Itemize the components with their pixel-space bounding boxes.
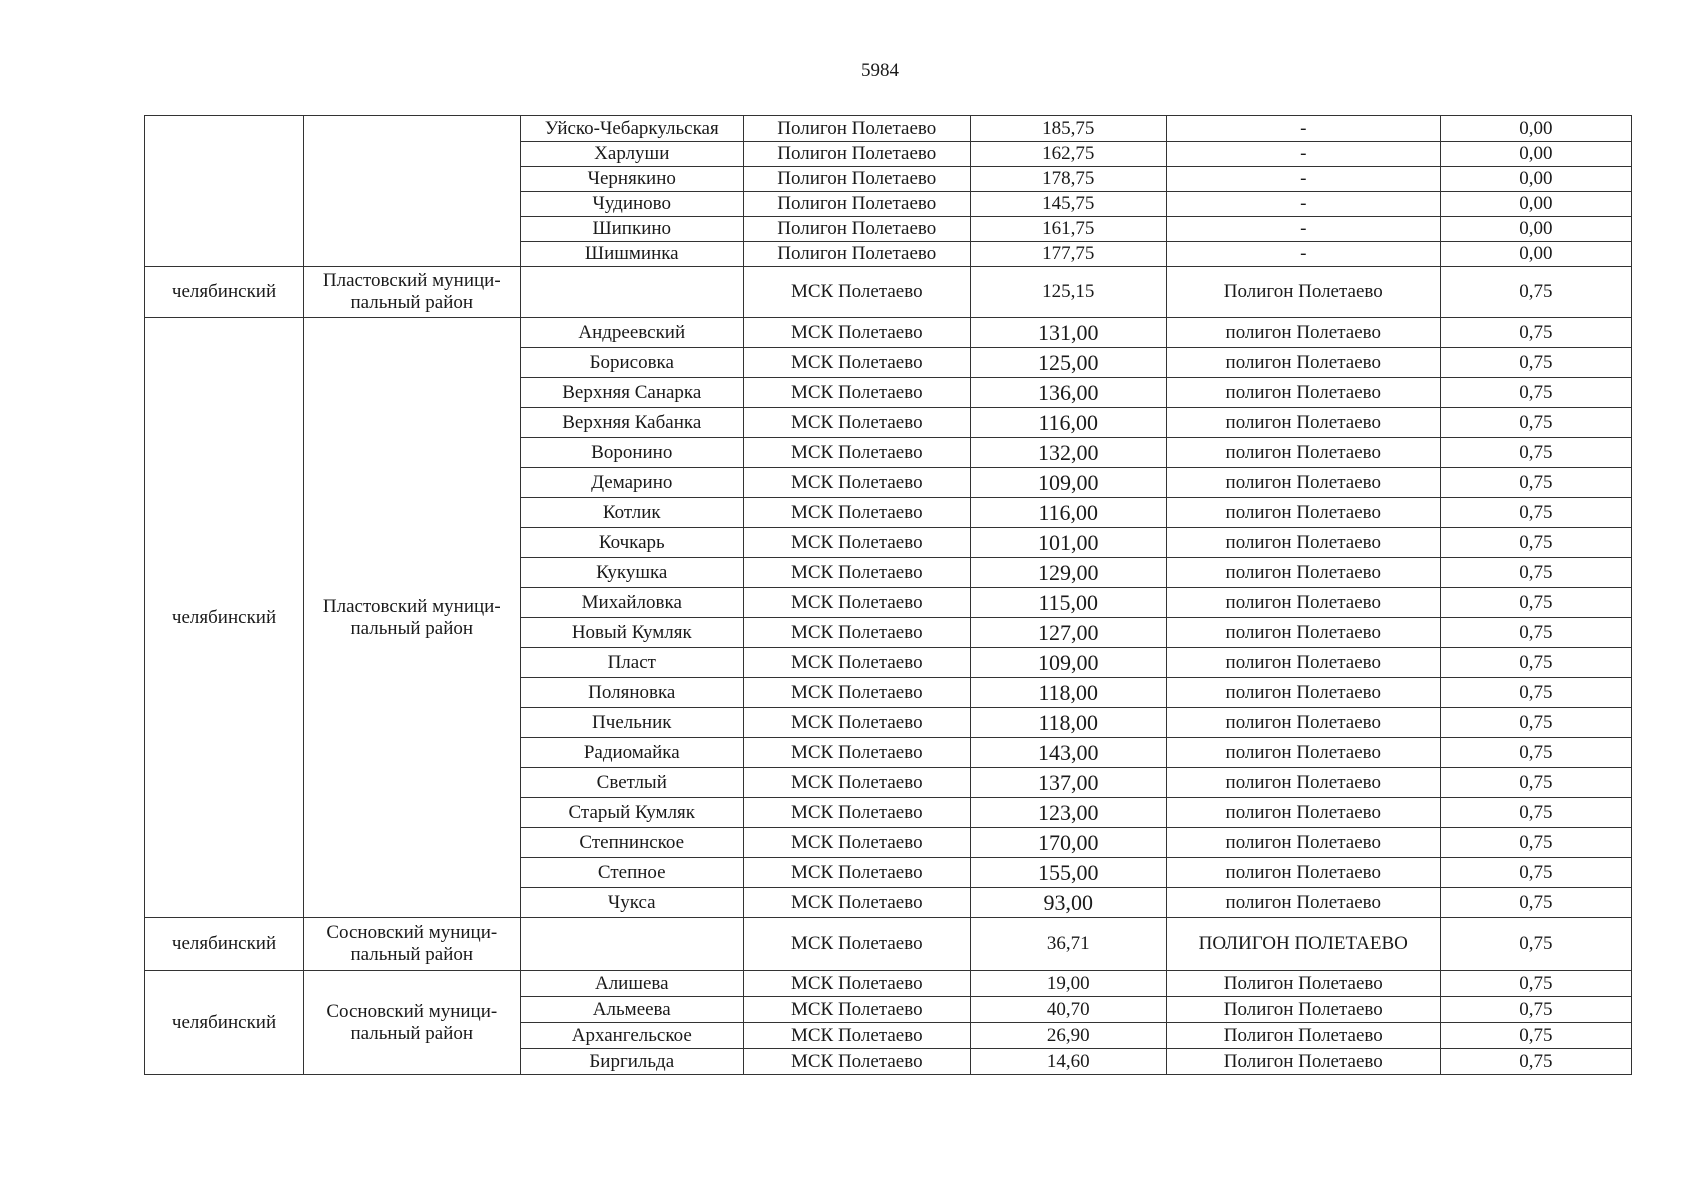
coefficient-cell: 0,75 [1440, 1049, 1631, 1075]
table-body [145, 116, 1632, 1075]
settlement-cell: Верхняя Кабанка [520, 408, 744, 438]
distance-cell: 109,00 [970, 468, 1166, 498]
distance-cell: 170,00 [970, 828, 1166, 858]
destination-cell: полигон Полетаево [1166, 858, 1440, 888]
waste-route-table [144, 115, 1632, 1075]
distance-cell: 177,75 [970, 242, 1166, 267]
distance-cell: 127,00 [970, 618, 1166, 648]
distance-cell: 178,75 [970, 167, 1166, 192]
distance-cell: 161,75 [970, 217, 1166, 242]
coefficient-cell: 0,75 [1440, 678, 1631, 708]
settlement-cell: Демарино [520, 468, 744, 498]
distance-cell: 109,00 [970, 648, 1166, 678]
settlement-cell [520, 267, 744, 318]
coefficient-cell: 0,00 [1440, 242, 1631, 267]
destination-cell: полигон Полетаево [1166, 558, 1440, 588]
origin-cell: МСК Полетаево [744, 918, 971, 971]
coefficient-cell: 0,75 [1440, 708, 1631, 738]
distance-cell: 162,75 [970, 142, 1166, 167]
distance-cell: 118,00 [970, 678, 1166, 708]
settlement-cell: Пчельник [520, 708, 744, 738]
origin-cell: Полигон Полетаево [744, 142, 971, 167]
settlement-cell: Новый Кумляк [520, 618, 744, 648]
settlement-cell: Архангельское [520, 1023, 744, 1049]
table-row [145, 318, 1632, 348]
coefficient-cell: 0,75 [1440, 348, 1631, 378]
origin-cell: МСК Полетаево [744, 648, 971, 678]
destination-cell: - [1166, 167, 1440, 192]
origin-cell: МСК Полетаево [744, 498, 971, 528]
origin-cell: МСК Полетаево [744, 318, 971, 348]
origin-cell: МСК Полетаево [744, 798, 971, 828]
destination-cell: - [1166, 116, 1440, 142]
settlement-cell: Алишева [520, 971, 744, 997]
destination-cell: - [1166, 192, 1440, 217]
distance-cell: 125,15 [970, 267, 1166, 318]
settlement-cell: Андреевский [520, 318, 744, 348]
distance-cell: 116,00 [970, 408, 1166, 438]
coefficient-cell: 0,75 [1440, 588, 1631, 618]
coefficient-cell: 0,75 [1440, 997, 1631, 1023]
destination-cell: полигон Полетаево [1166, 378, 1440, 408]
coefficient-cell: 0,75 [1440, 888, 1631, 918]
coefficient-cell: 0,75 [1440, 528, 1631, 558]
destination-cell: Полигон Полетаево [1166, 267, 1440, 318]
settlement-cell: Светлый [520, 768, 744, 798]
origin-cell: МСК Полетаево [744, 708, 971, 738]
settlement-cell: Котлик [520, 498, 744, 528]
origin-cell: МСК Полетаево [744, 558, 971, 588]
settlement-cell: Харлуши [520, 142, 744, 167]
destination-cell: полигон Полетаево [1166, 498, 1440, 528]
distance-cell: 118,00 [970, 708, 1166, 738]
district-cell: Пластовский муници-пальный район [304, 318, 520, 918]
destination-cell: полигон Полетаево [1166, 618, 1440, 648]
table-row [145, 918, 1632, 971]
coefficient-cell: 0,75 [1440, 378, 1631, 408]
settlement-cell: Степное [520, 858, 744, 888]
origin-cell: Полигон Полетаево [744, 116, 971, 142]
page-number: 5984 [861, 60, 899, 81]
origin-cell: Полигон Полетаево [744, 217, 971, 242]
destination-cell: ПОЛИГОН ПОЛЕТАЕВО [1166, 918, 1440, 971]
destination-cell: полигон Полетаево [1166, 588, 1440, 618]
distance-cell: 125,00 [970, 348, 1166, 378]
distance-cell: 26,90 [970, 1023, 1166, 1049]
coefficient-cell: 0,75 [1440, 468, 1631, 498]
destination-cell: Полигон Полетаево [1166, 1049, 1440, 1075]
destination-cell: полигон Полетаево [1166, 318, 1440, 348]
distance-cell: 185,75 [970, 116, 1166, 142]
destination-cell: Полигон Полетаево [1166, 1023, 1440, 1049]
origin-cell: МСК Полетаево [744, 971, 971, 997]
origin-cell: МСК Полетаево [744, 828, 971, 858]
settlement-cell: Биргильда [520, 1049, 744, 1075]
origin-cell: МСК Полетаево [744, 588, 971, 618]
origin-cell: Полигон Полетаево [744, 192, 971, 217]
coefficient-cell: 0,75 [1440, 738, 1631, 768]
coefficient-cell: 0,00 [1440, 116, 1631, 142]
destination-cell: - [1166, 142, 1440, 167]
distance-cell: 155,00 [970, 858, 1166, 888]
destination-cell: полигон Полетаево [1166, 798, 1440, 828]
origin-cell: Полигон Полетаево [744, 167, 971, 192]
coefficient-cell: 0,75 [1440, 408, 1631, 438]
origin-cell: МСК Полетаево [744, 678, 971, 708]
coefficient-cell: 0,75 [1440, 558, 1631, 588]
destination-cell: - [1166, 242, 1440, 267]
distance-cell: 116,00 [970, 498, 1166, 528]
settlement-cell: Уйско-Чебаркульская [520, 116, 744, 142]
settlement-cell: Радиомайка [520, 738, 744, 768]
region-cell: челябинский [145, 971, 304, 1075]
coefficient-cell: 0,75 [1440, 1023, 1631, 1049]
settlement-cell [520, 918, 744, 971]
origin-cell: Полигон Полетаево [744, 242, 971, 267]
distance-cell: 129,00 [970, 558, 1166, 588]
settlement-cell: Кукушка [520, 558, 744, 588]
coefficient-cell: 0,75 [1440, 318, 1631, 348]
origin-cell: МСК Полетаево [744, 858, 971, 888]
destination-cell: полигон Полетаево [1166, 708, 1440, 738]
settlement-cell: Верхняя Санарка [520, 378, 744, 408]
destination-cell: полигон Полетаево [1166, 738, 1440, 768]
destination-cell: полигон Полетаево [1166, 648, 1440, 678]
settlement-cell: Борисовка [520, 348, 744, 378]
distance-cell: 115,00 [970, 588, 1166, 618]
settlement-cell: Чернякино [520, 167, 744, 192]
settlement-cell: Старый Кумляк [520, 798, 744, 828]
coefficient-cell: 0,75 [1440, 971, 1631, 997]
coefficient-cell: 0,75 [1440, 858, 1631, 888]
destination-cell: - [1166, 217, 1440, 242]
distance-cell: 101,00 [970, 528, 1166, 558]
coefficient-cell: 0,75 [1440, 798, 1631, 828]
distance-cell: 145,75 [970, 192, 1166, 217]
table-row [145, 971, 1632, 997]
distance-cell: 132,00 [970, 438, 1166, 468]
destination-cell: полигон Полетаево [1166, 768, 1440, 798]
distance-cell: 143,00 [970, 738, 1166, 768]
settlement-cell: Степнинское [520, 828, 744, 858]
coefficient-cell: 0,00 [1440, 192, 1631, 217]
origin-cell: МСК Полетаево [744, 1023, 971, 1049]
distance-cell: 123,00 [970, 798, 1166, 828]
settlement-cell: Шипкино [520, 217, 744, 242]
region-cell: челябинский [145, 267, 304, 318]
distance-cell: 93,00 [970, 888, 1166, 918]
origin-cell: МСК Полетаево [744, 528, 971, 558]
table-row [145, 267, 1632, 318]
distance-cell: 137,00 [970, 768, 1166, 798]
origin-cell: МСК Полетаево [744, 997, 971, 1023]
settlement-cell: Воронино [520, 438, 744, 468]
destination-cell: полигон Полетаево [1166, 678, 1440, 708]
coefficient-cell: 0,00 [1440, 167, 1631, 192]
distance-cell: 14,60 [970, 1049, 1166, 1075]
distance-cell: 19,00 [970, 971, 1166, 997]
settlement-cell: Чудиново [520, 192, 744, 217]
destination-cell: полигон Полетаево [1166, 888, 1440, 918]
region-cell: челябинский [145, 318, 304, 918]
settlement-cell: Поляновка [520, 678, 744, 708]
distance-cell: 40,70 [970, 997, 1166, 1023]
distance-cell: 36,71 [970, 918, 1166, 971]
district-cell: Сосновский муници-пальный район [304, 971, 520, 1075]
origin-cell: МСК Полетаево [744, 888, 971, 918]
coefficient-cell: 0,75 [1440, 438, 1631, 468]
destination-cell: Полигон Полетаево [1166, 971, 1440, 997]
origin-cell: МСК Полетаево [744, 348, 971, 378]
settlement-cell: Кочкарь [520, 528, 744, 558]
region-cell: челябинский [145, 918, 304, 971]
destination-cell: полигон Полетаево [1166, 438, 1440, 468]
settlement-cell: Шишминка [520, 242, 744, 267]
settlement-cell: Альмеева [520, 997, 744, 1023]
origin-cell: МСК Полетаево [744, 438, 971, 468]
coefficient-cell: 0,75 [1440, 828, 1631, 858]
coefficient-cell: 0,75 [1440, 918, 1631, 971]
district-cell: Сосновский муници-пальный район [304, 918, 520, 971]
origin-cell: МСК Полетаево [744, 408, 971, 438]
coefficient-cell: 0,75 [1440, 618, 1631, 648]
origin-cell: МСК Полетаево [744, 267, 971, 318]
destination-cell: полигон Полетаево [1166, 348, 1440, 378]
district-cell: Пластовский муници-пальный район [304, 267, 520, 318]
destination-cell: полигон Полетаево [1166, 528, 1440, 558]
table-row [145, 116, 1632, 142]
origin-cell: МСК Полетаево [744, 1049, 971, 1075]
settlement-cell: Михайловка [520, 588, 744, 618]
destination-cell: полигон Полетаево [1166, 828, 1440, 858]
distance-cell: 136,00 [970, 378, 1166, 408]
settlement-cell: Чукса [520, 888, 744, 918]
origin-cell: МСК Полетаево [744, 468, 971, 498]
coefficient-cell: 0,00 [1440, 217, 1631, 242]
destination-cell: Полигон Полетаево [1166, 997, 1440, 1023]
destination-cell: полигон Полетаево [1166, 408, 1440, 438]
origin-cell: МСК Полетаево [744, 738, 971, 768]
district-cell [304, 116, 520, 267]
origin-cell: МСК Полетаево [744, 618, 971, 648]
settlement-cell: Пласт [520, 648, 744, 678]
distance-cell: 131,00 [970, 318, 1166, 348]
coefficient-cell: 0,75 [1440, 648, 1631, 678]
origin-cell: МСК Полетаево [744, 378, 971, 408]
coefficient-cell: 0,75 [1440, 498, 1631, 528]
coefficient-cell: 0,75 [1440, 768, 1631, 798]
region-cell [145, 116, 304, 267]
coefficient-cell: 0,75 [1440, 267, 1631, 318]
destination-cell: полигон Полетаево [1166, 468, 1440, 498]
coefficient-cell: 0,00 [1440, 142, 1631, 167]
origin-cell: МСК Полетаево [744, 768, 971, 798]
